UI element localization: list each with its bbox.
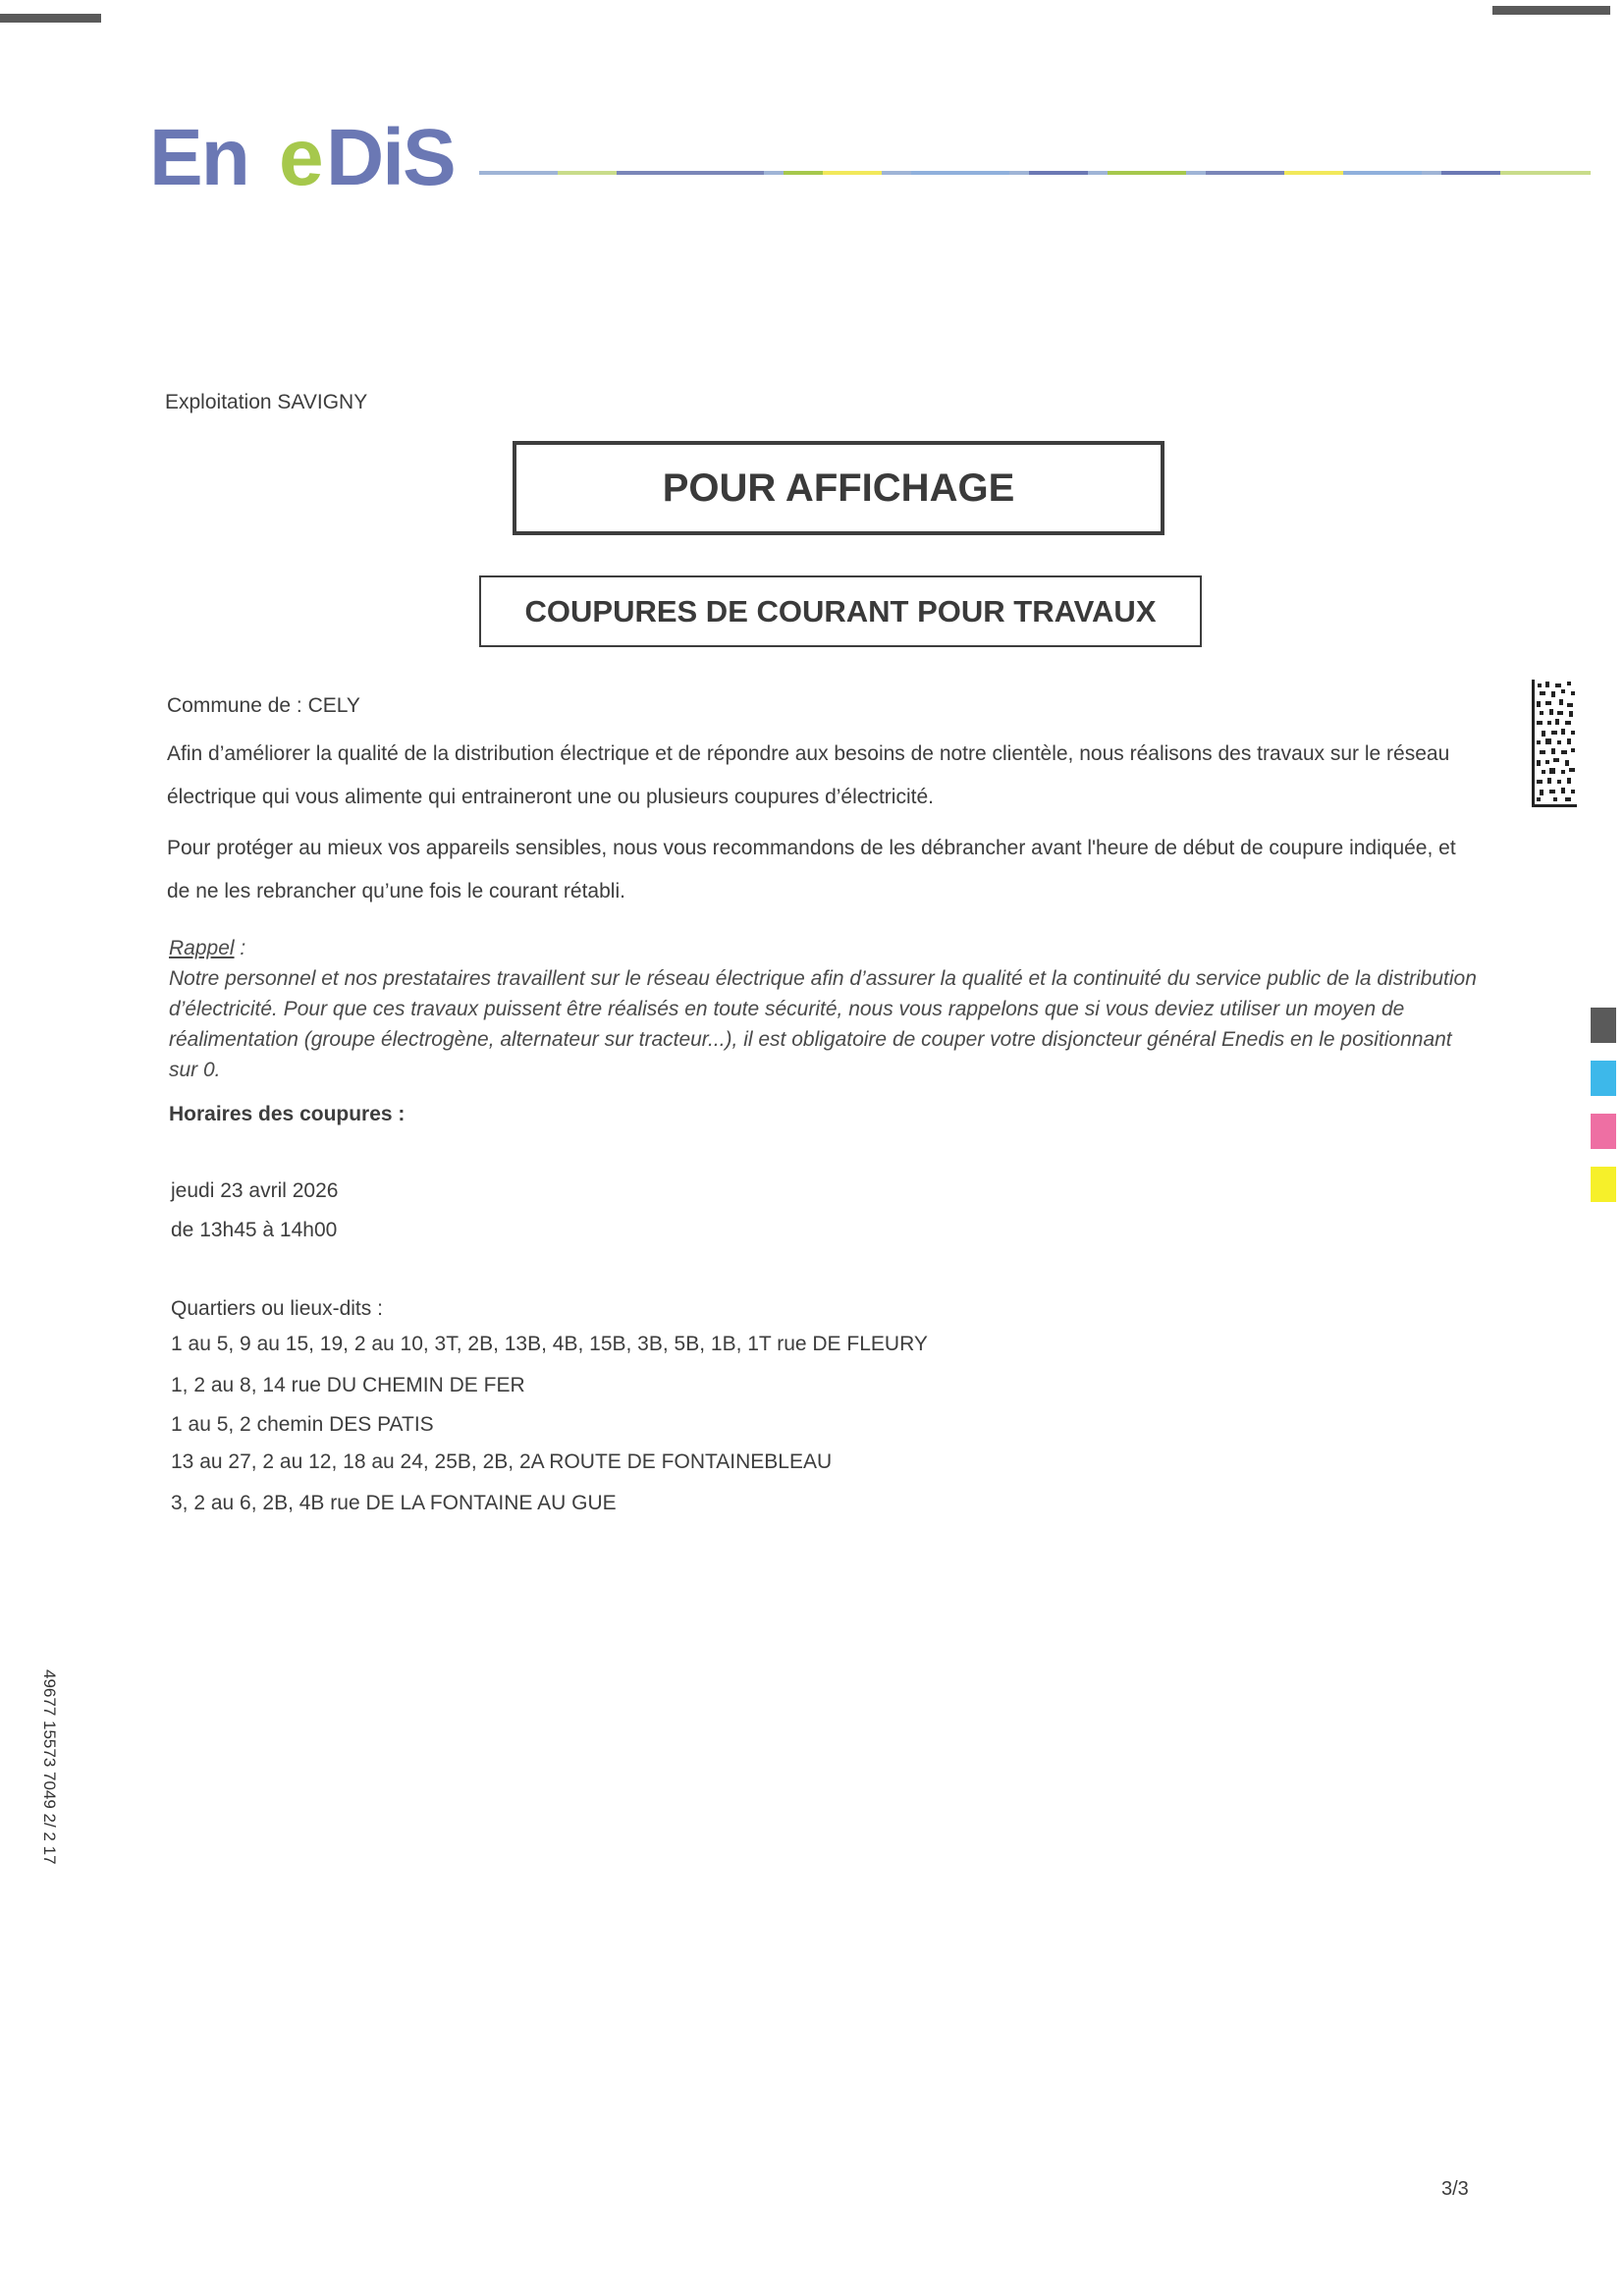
enedis-logo <box>149 116 463 194</box>
swatch-gray <box>1591 1008 1616 1043</box>
list-item: 1, 2 au 8, 14 rue DU CHEMIN DE FER <box>171 1374 525 1396</box>
side-reference-code: 49677 15573 7049 2/ 2 17 <box>40 1669 59 1865</box>
title-main-box <box>513 441 1164 535</box>
title-sub-box <box>479 575 1202 647</box>
rappel-title: Rappel <box>169 937 235 959</box>
list-item: 1 au 5, 2 chemin DES PATIS <box>171 1413 434 1436</box>
list-item: 3, 2 au 6, 2B, 4B rue DE LA FONTAINE AU GUE <box>171 1492 617 1514</box>
commune-label: Commune de : CELY <box>167 694 360 717</box>
scan-mark-left <box>0 14 101 23</box>
quartiers-heading: Quartiers ou lieux-dits : <box>171 1297 383 1320</box>
list-item: 1 au 5, 9 au 15, 19, 2 au 10, 3T, 2B, 13B, 4B, 15B, 3B, 5B, 1B, 1T rue DE FLEURY <box>171 1333 928 1355</box>
header-rule <box>479 171 1591 175</box>
rappel-heading <box>169 933 1485 963</box>
title-main: POUR AFFICHAGE <box>662 465 1015 510</box>
rappel-text: Notre personnel et nos prestataires travaillent sur le réseau électrique afin d’assurer la qualité et la continuité du service public de la distribution d’électricité. Pour que ces travaux puissent être réalisés en toute sécurité, nous vous rappelons que si vous deviez utiliser un moyen de réalimentation (groupe électrogène, alternateur sur tracteur...), il est obligatoire de couper votre disjoncteur général Enedis en le positionnant sur 0. <box>169 967 1477 1081</box>
swatch-cyan <box>1591 1061 1616 1096</box>
list-item: 13 au 27, 2 au 12, 18 au 24, 25B, 2B, 2A ROUTE DE FONTAINEBLEAU <box>171 1450 833 1473</box>
agency-label: Exploitation SAVIGNY <box>165 391 368 413</box>
svg-text:En: En <box>149 116 248 194</box>
intro-paragraph: Afin d’améliorer la qualité de la distribution électrique et de répondre aux besoins de notre clientèle, nous réalisons des travaux sur le réseau électrique qui vous alimente qui entraineront une ou plusieurs coupures d’électricité. <box>167 742 1450 808</box>
swatch-yellow <box>1591 1167 1616 1202</box>
advice-paragraph: Pour protéger au mieux vos appareils sensibles, nous vous recommandons de les débrancher avant l'heure de début de coupure indiquée, et de ne les rebrancher qu’une fois le courant rétabli. <box>167 837 1456 902</box>
svg-text:e: e <box>279 116 324 194</box>
rappel-block <box>169 933 1485 1085</box>
outage-time: de 13h45 à 14h00 <box>171 1219 338 1241</box>
outage-date: jeudi 23 avril 2026 <box>171 1179 339 1202</box>
scan-mark-right <box>1492 6 1610 15</box>
title-sub: COUPURES DE COURANT POUR TRAVAUX <box>524 593 1157 629</box>
rappel-title-suffix: : <box>234 937 246 959</box>
page-number: 3/3 <box>1441 2178 1469 2200</box>
horaires-heading: Horaires des coupures : <box>169 1103 406 1125</box>
datamatrix-code <box>1532 680 1577 807</box>
swatch-magenta <box>1591 1114 1616 1149</box>
svg-text:DiS: DiS <box>326 116 455 194</box>
